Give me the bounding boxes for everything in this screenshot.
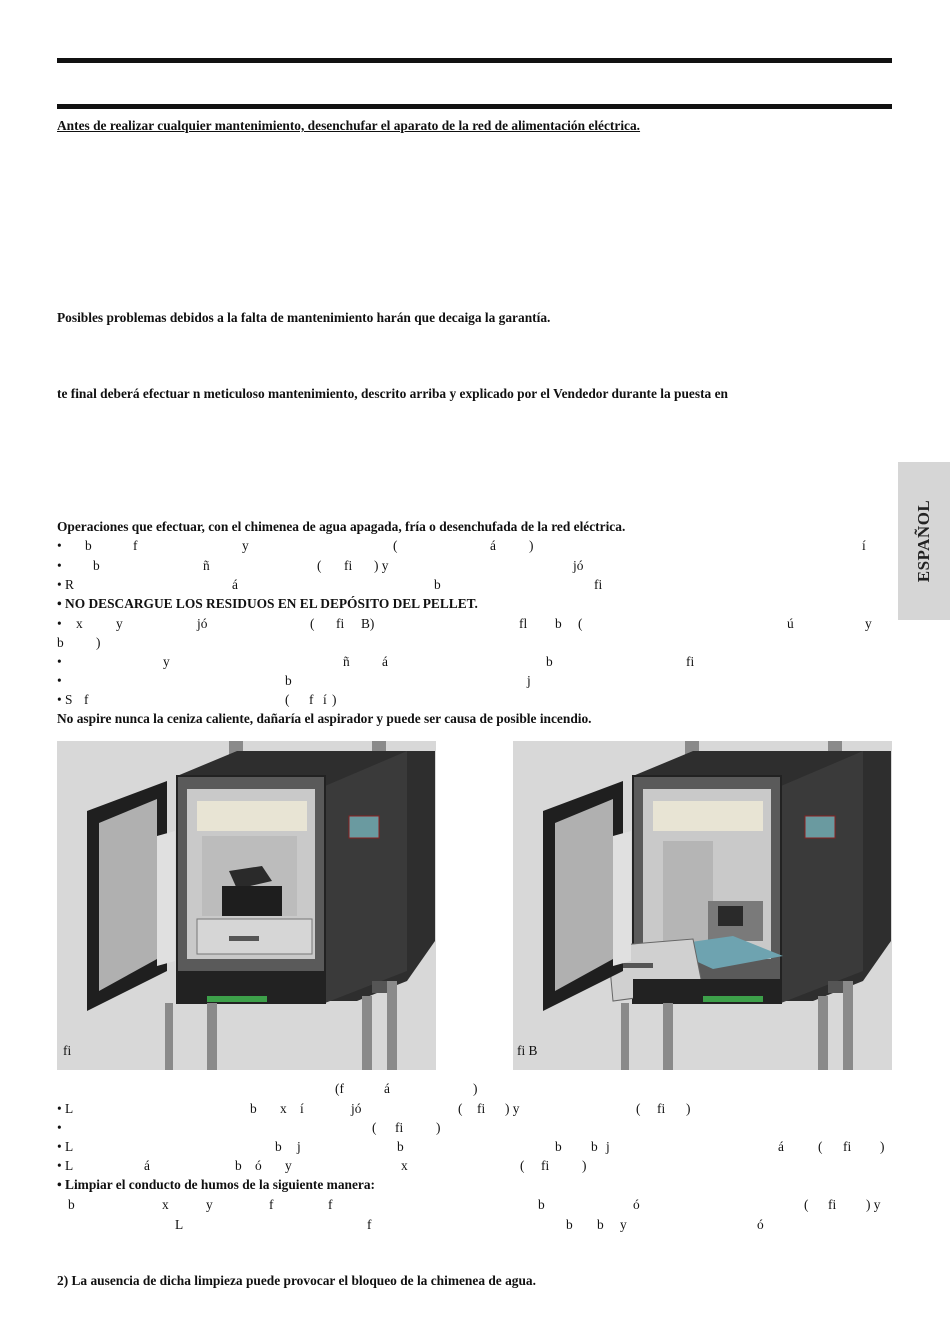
operations-line-fragment: ) y	[374, 558, 389, 573]
after-figure-line-fragment: (	[636, 1101, 641, 1116]
flue-line-fragment: b	[566, 1217, 573, 1232]
flue-line-fragment: ó	[757, 1217, 764, 1232]
operations-line-fragment: fl	[519, 616, 528, 631]
operations-line-fragment: ñ	[203, 558, 210, 573]
operations-line-fragment: • S	[57, 692, 73, 707]
after-figure-line-fragment: fi	[843, 1139, 852, 1154]
after-figure-line-fragment: á	[778, 1139, 784, 1154]
operations-line-fragment: •	[57, 558, 62, 573]
operations-line-fragment: b	[57, 635, 64, 650]
after-figure-line-fragment: (	[372, 1120, 377, 1135]
flue-line-fragment: x	[162, 1197, 169, 1212]
figure-stove-ash-drawer	[513, 741, 892, 1070]
after-figure-line-fragment: b	[555, 1139, 562, 1154]
flue-line-fragment: f	[269, 1197, 274, 1212]
after-figure-line-fragment: • L	[57, 1158, 74, 1173]
after-figure-line-fragment: á	[144, 1158, 150, 1173]
flue-line-fragment: f	[367, 1217, 372, 1232]
after-figure-line-fragment: í	[300, 1101, 304, 1116]
after-figure-line-fragment: b	[235, 1158, 242, 1173]
after-figure-line-fragment: b	[250, 1101, 257, 1116]
after-figure-line-fragment: fi	[657, 1101, 666, 1116]
stove-illustration-1	[57, 741, 436, 1070]
flue-line-fragment: L	[175, 1217, 184, 1232]
top-rule-1	[57, 58, 892, 63]
language-tab-label: ESPAÑOL	[914, 499, 933, 583]
operations-line-fragment: b	[555, 616, 562, 631]
operations-line-fragment: fi	[594, 577, 603, 592]
operations-line-fragment: í	[323, 692, 327, 707]
after-figure-line-fragment: fi	[395, 1120, 404, 1135]
operations-line-fragment: fi	[344, 558, 353, 573]
operations-line-fragment: •	[57, 538, 62, 553]
operations-line-fragment: b	[546, 654, 553, 669]
operations-line-fragment: )	[332, 692, 337, 707]
operations-line-fragment: í	[862, 538, 866, 553]
operations-line-fragment: á	[232, 577, 238, 592]
after-figure-line-fragment: y	[285, 1158, 292, 1173]
operations-line-fragment: á	[490, 538, 496, 553]
after-figure-line-fragment: (	[458, 1101, 463, 1116]
operations-line-fragment: •	[57, 673, 62, 688]
after-figure-line-fragment: ) y	[505, 1101, 520, 1116]
after-figure-line-fragment: (	[818, 1139, 823, 1154]
after-figure-line-fragment: b	[397, 1139, 404, 1154]
user-maintenance-note: te final deberá efectuar n meticuloso mantenimiento, descrito arriba y explicado por el Vendedor durante la puesta en	[57, 386, 728, 401]
flue-line-fragment: fi	[828, 1197, 837, 1212]
after-figure-line-fragment: fi	[541, 1158, 550, 1173]
figure-stove-brazier	[57, 741, 436, 1070]
operations-line-fragment: f	[133, 538, 138, 553]
operations-line-fragment: fi	[336, 616, 345, 631]
after-figure-line-fragment: ó	[255, 1158, 262, 1173]
after-figure-line-fragment: b	[275, 1139, 282, 1154]
operations-line-fragment: ú	[787, 616, 794, 631]
operations-line-fragment: f	[84, 692, 89, 707]
operations-line-fragment: )	[96, 635, 101, 650]
after-figure-line-fragment: (	[520, 1158, 525, 1173]
after-figure-line-fragment: )	[436, 1120, 441, 1135]
footnote: 2) La ausencia de dicha limpieza puede provocar el bloqueo de la chimenea de agua.	[57, 1273, 536, 1288]
after-figure-line-fragment: • L	[57, 1139, 74, 1154]
operations-line-fragment: •	[57, 654, 62, 669]
flue-line-fragment: y	[206, 1197, 213, 1212]
flue-line-fragment: ) y	[866, 1197, 881, 1212]
operations-line-fragment: f	[309, 692, 314, 707]
after-figure-line-fragment: • L	[57, 1101, 74, 1116]
flue-line-fragment: y	[620, 1217, 627, 1232]
operations-line-fragment: fi	[686, 654, 695, 669]
after-figure-line-fragment: )	[686, 1101, 691, 1116]
operations-line-fragment: j	[527, 673, 531, 688]
operations-line-fragment: y	[116, 616, 123, 631]
flue-line-fragment: b	[597, 1217, 604, 1232]
operations-line-fragment: jó	[573, 558, 584, 573]
operations-line-fragment: b	[93, 558, 100, 573]
operations-line-fragment: jó	[197, 616, 208, 631]
figure-caption-2: fi B	[517, 1043, 538, 1058]
operations-line-fragment: ñ	[343, 654, 350, 669]
warning-unplug: Antes de realizar cualquier mantenimiento, desenchufar el aparato de la red de alimentación eléctrica.	[57, 118, 641, 133]
figure-caption-1: fi	[63, 1043, 72, 1058]
after-figure-line-fragment: b	[591, 1139, 598, 1154]
operations-line-fragment: b	[434, 577, 441, 592]
after-figure-line-fragment: •	[57, 1120, 62, 1135]
operations-line-fragment: (	[285, 692, 290, 707]
language-tab	[898, 462, 950, 620]
operations-line-fragment: x	[76, 616, 83, 631]
after-figure-line-fragment: fi	[477, 1101, 486, 1116]
after-figure-line-fragment: á	[384, 1081, 390, 1096]
operations-line-fragment: (	[393, 538, 398, 553]
flue-line-fragment: ó	[633, 1197, 640, 1212]
clean-flue-heading: • Limpiar el conducto de humos de la siguiente manera:	[57, 1177, 376, 1192]
flue-line-fragment: f	[328, 1197, 333, 1212]
operations-line-fragment: y	[865, 616, 872, 631]
operations-line-fragment: y	[242, 538, 249, 553]
flue-line-fragment: b	[68, 1197, 75, 1212]
after-figure-line-fragment: x	[280, 1101, 287, 1116]
operations-line-fragment: b	[85, 538, 92, 553]
operations-line-fragment: (	[317, 558, 322, 573]
operations-line-fragment: (	[578, 616, 583, 631]
after-figure-line-fragment: )	[473, 1081, 478, 1096]
operations-line-fragment: )	[529, 538, 534, 553]
after-figure-line-fragment: )	[582, 1158, 587, 1173]
operations-line-fragment: b	[285, 673, 292, 688]
top-rule-2	[57, 104, 892, 109]
operations-line-fragment: á	[382, 654, 388, 669]
after-figure-line-fragment: (f	[335, 1081, 344, 1096]
after-figure-line-fragment: j	[297, 1139, 301, 1154]
flue-line-fragment: b	[538, 1197, 545, 1212]
stove-illustration-2	[513, 741, 892, 1070]
no-discharge-warning: • NO DESCARGUE LOS RESIDUOS EN EL DEPÓSITO DEL PELLET.	[57, 596, 478, 611]
operations-line-fragment: •	[57, 616, 62, 631]
operations-line-fragment: (	[310, 616, 315, 631]
operations-line-fragment: y	[163, 654, 170, 669]
flue-line-fragment: (	[804, 1197, 809, 1212]
no-vacuum-warning: No aspire nunca la ceniza caliente, dañaría el aspirador y puede ser causa de posible incendio.	[57, 711, 592, 726]
after-figure-line-fragment: j	[606, 1139, 610, 1154]
operations-line-fragment: • R	[57, 577, 74, 592]
operations-heading: Operaciones que efectuar, con el chimenea de agua apagada, fría o desenchufada de la red eléctrica.	[57, 519, 626, 534]
after-figure-line-fragment: )	[880, 1139, 885, 1154]
operations-line-fragment: B)	[361, 616, 375, 631]
after-figure-line-fragment: jó	[351, 1101, 362, 1116]
after-figure-line-fragment: x	[401, 1158, 408, 1173]
warranty-note: Posibles problemas debidos a la falta de mantenimiento harán que decaiga la garantía.	[57, 310, 551, 325]
